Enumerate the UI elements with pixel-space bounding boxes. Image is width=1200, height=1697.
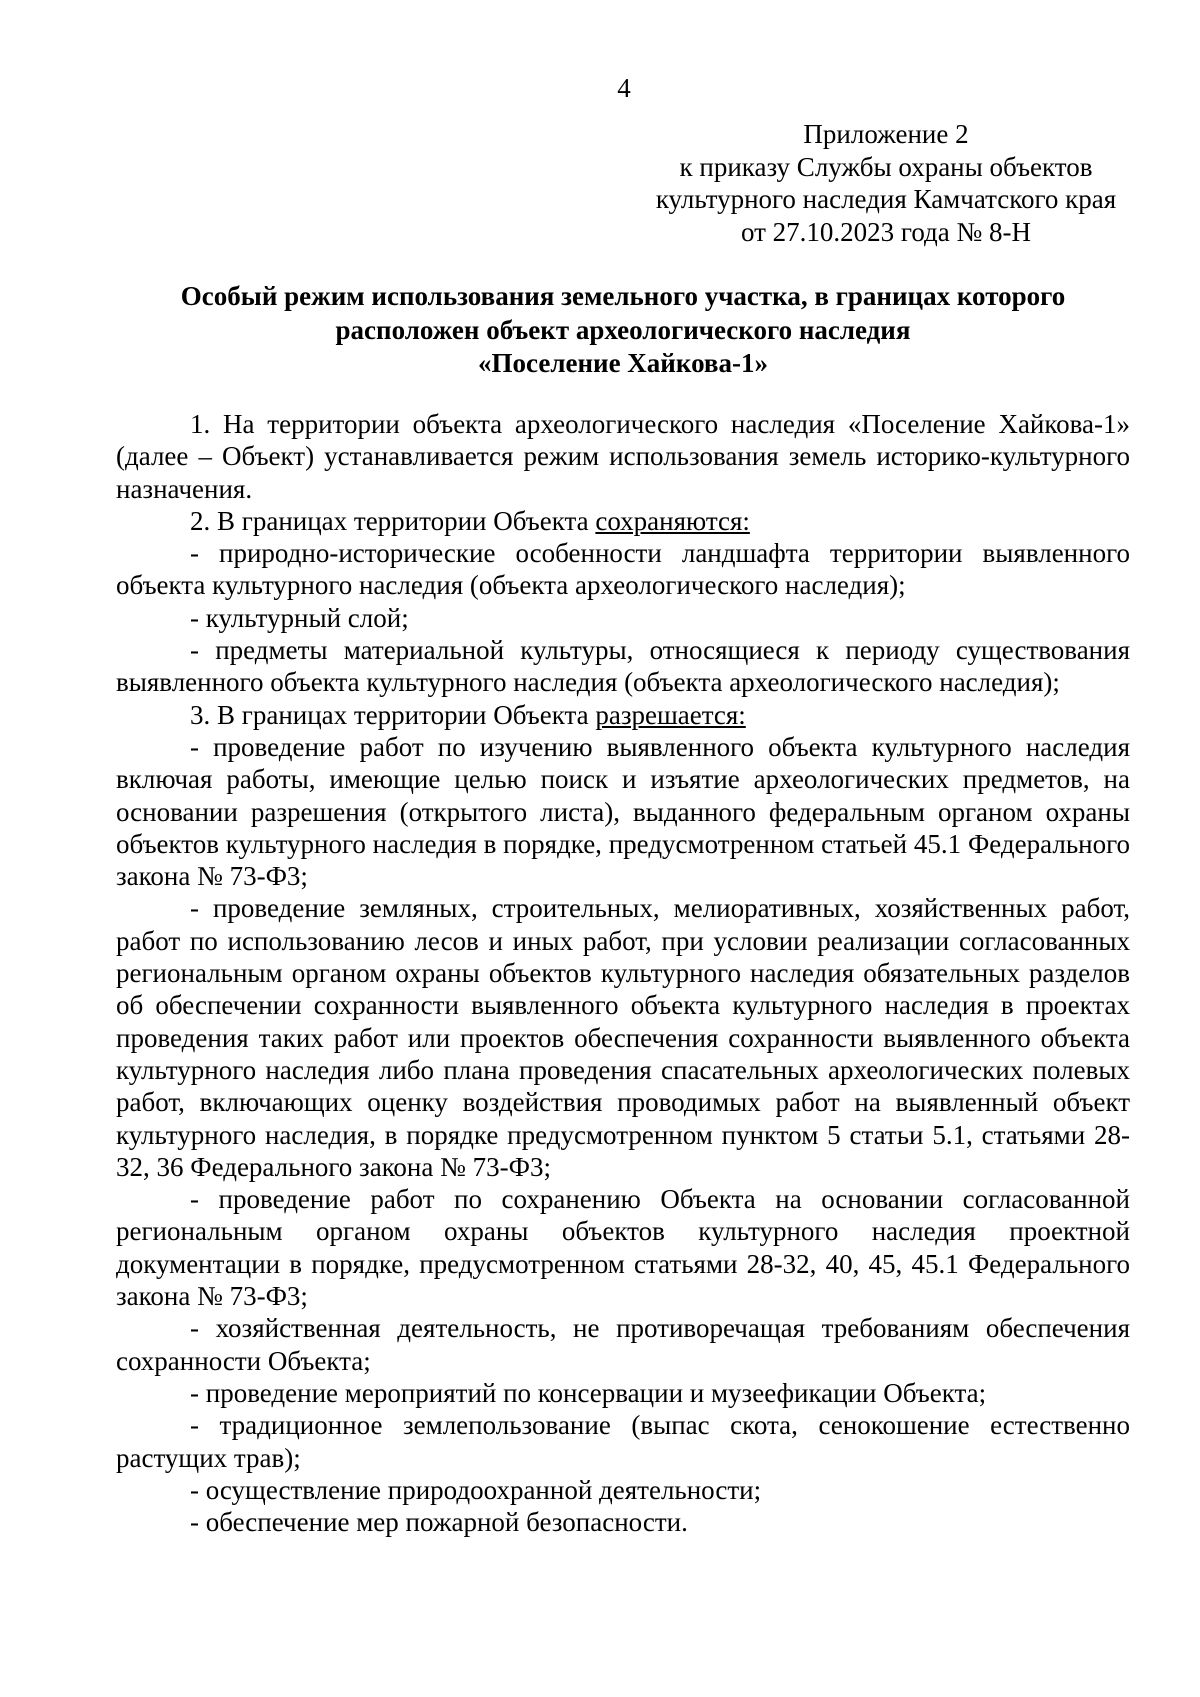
appendix-line-3: культурного наследия Камчатского края xyxy=(655,184,1117,214)
list-item-research-works: - проведение работ по изучению выявленного объекта культурного наследия включая работы, имеющие целью поиск и изъятие археологических предметов, на основании разрешения (открытого листа), выданного федеральным органом охраны объектов культурного наследия в порядке, предусмотренном статьей 45.1 Федерального закона № 73-Ф3; xyxy=(116,731,1130,892)
list-item-fire-safety: - обеспечение мер пожарной безопасности. xyxy=(190,1507,688,1538)
title-line-3: «Поселение Хайкова-1» xyxy=(478,348,768,378)
title-line-2: расположен объект археологического наследия xyxy=(335,314,911,345)
list-item-cultural-layer: - культурный слой; xyxy=(190,602,409,633)
paragraph-3 xyxy=(116,699,1130,731)
paragraph-3-text: 3. В границах территории Объекта xyxy=(190,699,596,730)
list-item-material-culture: - предметы материальной культуры, относящиеся к периоду существования выявленного объекта культурного наследия (объекта археологического наследия); xyxy=(116,635,1130,698)
document-title xyxy=(116,280,1130,381)
document-body xyxy=(116,408,1130,1538)
list-item-economic-activity: - хозяйственная деятельность, не противоречащая требованиям обеспечения сохранности Объекта; xyxy=(116,1313,1130,1376)
list-item-traditional-land-use: - традиционное землепользование (выпас скота, сенокошение естественно растущих трав); xyxy=(116,1410,1130,1473)
list-item-preservation-works: - проведение работ по сохранению Объекта на основании согласованной региональным органом охраны объектов культурного наследия проектной документации в порядке, предусмотренном статьями 28-32, 40, 45, 45.1 Федерального закона № 73-Ф3; xyxy=(116,1184,1130,1312)
appendix-header xyxy=(616,118,1156,248)
underlined-keyword-preserved: сохраняются: xyxy=(595,505,750,536)
list-item-earthworks: - проведение земляных, строительных, мелиоративных, хозяйственных работ, работ по использованию лесов и иных работ, при условии реализации согласованных региональным органом охраны объектов культурного наследия обязательных разделов об обеспечении сохранности выявленного объекта культурного наследия в проектах проведения таких работ или проектов обеспечения сохранности выявленного объекта культурного наследия либо плана проведения спасательных археологических полевых работ, включающих оценку воздействия проводимых работ на выявленный объект культурного наследия, в порядке предусмотренном пунктом 5 статьи 5.1, статьями 28-32, 36 Федерального закона № 73-Ф3; xyxy=(116,893,1130,1182)
list-item-conservation: - проведение мероприятий по консервации и музеефикации Объекта; xyxy=(190,1377,987,1408)
title-line-1: Особый режим использования земельного участка, в границах которого xyxy=(180,281,1066,311)
paragraph-1: 1. На территории объекта археологического наследия «Поселение Хайкова-1» (далее – Объект) устанавливается режим использования земель историко-культурного назначения. xyxy=(116,409,1130,504)
list-item-nature-protection: - осуществление природоохранной деятельности; xyxy=(190,1474,762,1505)
underlined-keyword-permitted: разрешается: xyxy=(595,699,746,730)
paragraph-2-text: 2. В границах территории Объекта xyxy=(190,505,596,536)
appendix-line-1: Приложение 2 xyxy=(803,119,969,149)
list-item-landscape: - природно-исторические особенности ландшафта территории выявленного объекта культурного наследия (объекта археологического наследия); xyxy=(116,538,1130,601)
page-number: 4 xyxy=(617,73,631,103)
appendix-line-4: от 27.10.2023 года № 8-Н xyxy=(740,216,1032,247)
appendix-line-2: к приказу Службы охраны объектов xyxy=(679,151,1093,182)
paragraph-2 xyxy=(116,505,1130,537)
